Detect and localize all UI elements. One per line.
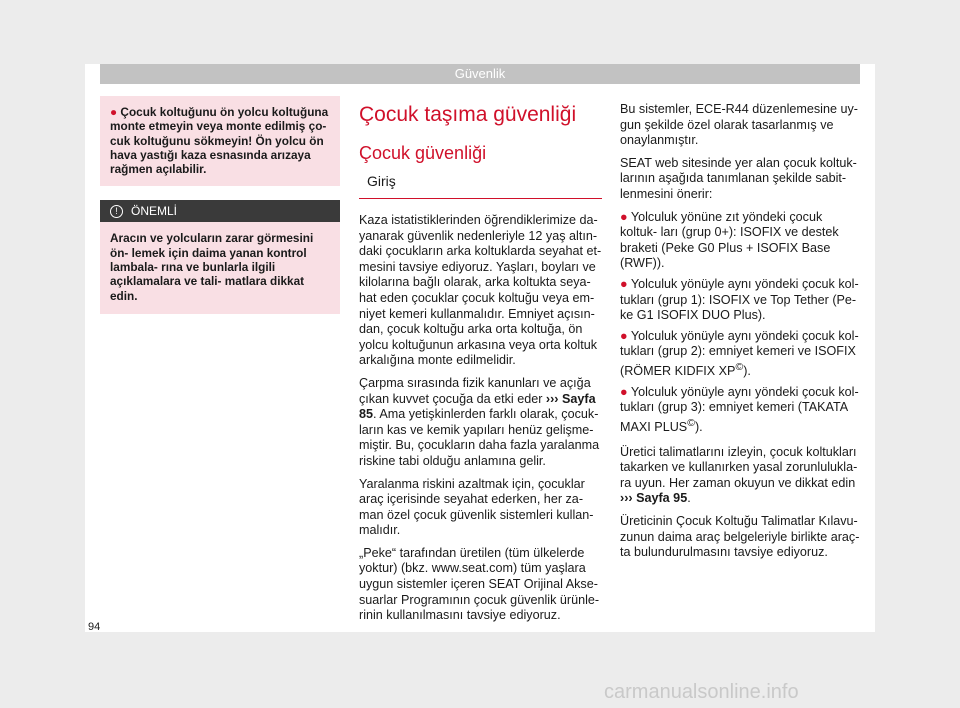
bullet-icon: ●: [110, 105, 118, 119]
paragraph-text: .: [687, 491, 691, 506]
middle-body: [359, 213, 602, 624]
page-number: 94: [88, 621, 101, 633]
recommendation-list: [620, 210, 860, 436]
left-column: [100, 96, 340, 314]
list-item-text: Yolculuk yönüyle aynı yöndeki çocuk kol- tukları (grup 3): emniyet kemeri (TAKATA MAXI PLUS: [620, 384, 859, 435]
paragraph: [620, 445, 860, 507]
paragraph: Üreticinin Çocuk Koltuğu Talimatlar Kılavu- zunun daima araç belgeleriyle birlikte araç- ta bulundurulmasını tavsiye ediyoruz.: [620, 514, 860, 560]
list-item-tail: ).: [694, 420, 703, 435]
bullet-icon: ●: [620, 276, 628, 291]
warning-text: Çocuk koltuğunu ön yolcu koltuğuna monte etmeyin veya monte edilmiş ço- cuk koltuğunu sökmeyin! Ön yolcu ön hava yastığı kaza esnasında arızaya rağmen açılabilir.: [110, 105, 329, 177]
right-column: [620, 102, 860, 568]
copyright-mark: ©: [687, 416, 695, 429]
important-box: [100, 200, 340, 313]
paragraph: Yaralanma riskini azaltmak için, çocuklar araç içerisinde seyahat ederken, her za- man özel çocuk güvenlik sistemleri kullan- malıdır.: [359, 476, 594, 538]
bullet-icon: ●: [620, 209, 628, 224]
list-item: [620, 277, 860, 324]
middle-column: [359, 102, 602, 631]
page-header: [100, 64, 860, 84]
list-item: [620, 329, 860, 380]
list-item: [620, 385, 860, 436]
watermark: carmanualsonline.info: [604, 681, 799, 703]
important-header: [100, 200, 340, 222]
page-reference-link[interactable]: ››› Sayfa 95: [620, 491, 688, 506]
paragraph-text: Üretici talimatlarını izleyin, çocuk koltukları takarken ve kullanırken yasal zorunlulukla- ra uyun. Her zaman okuyun ve dikkat edin: [620, 444, 858, 490]
paragraph-text: Çarpma sırasında fizik kanunları ve açığa çıkan kuvvet çocuğa da etki eder: [359, 375, 591, 406]
list-item-text: Yolculuk yönüyle aynı yöndeki çocuk kol- tukları (grup 2): emniyet kemeri ve ISOFIX (RÖMER KIDFIX XP: [620, 328, 859, 379]
paragraph: SEAT web sitesinde yer alan çocuk koltuk- larının aşağıda tanımlanan şekilde sabit- lenmesini önerir:: [620, 155, 857, 201]
important-text: Aracın ve yolcuların zarar görmesini ön- lemek için daima yanan kontrol lambala- rına ve bunlarla ilgili açıklamalara ve tali- matlara dikkat edin.: [100, 222, 340, 313]
header-title: Güvenlik: [454, 66, 506, 81]
warning-box: [100, 96, 340, 186]
list-item-text: Yolculuk yönüne zıt yöndeki çocuk koltuk- ları (grup 0+): ISOFIX ve destek braketi (Peke G0 Plus + ISOFIX Base (RWF)).: [620, 209, 839, 271]
list-item-tail: ).: [743, 364, 751, 379]
paragraph-text: . Ama yetişkinlerden farklı olarak, çocuk- ların kas ve kemik yapıları henüz gelişme- miştir. Bu, çocukların daha fazla yaralanma riskine tabi olduğu anlamına gelir.: [359, 407, 600, 468]
section-title: Çocuk güvenliği: [359, 143, 487, 163]
page-reference-link[interactable]: ››› Sayfa 85: [359, 391, 596, 422]
list-item-text: Yolculuk yönüyle aynı yöndeki çocuk kol- tukları (grup 1): ISOFIX ve Top Tether (Pe- ke G1 ISOFIX DUO Plus).: [620, 276, 859, 323]
copyright-mark: ©: [735, 360, 744, 373]
paragraph: „Peke“ tarafından üretilen (tüm ülkelerde yoktur) (bkz. www.seat.com) tüm yaşlara uygun sistemler içeren SEAT Orijinal Akse- suarlar Programının çocuk güvenlik ürünle- rinin kullanılmasını tavsiye ediyoruz.: [359, 545, 600, 623]
bullet-icon: ●: [620, 328, 628, 343]
paragraph: Bu sistemler, ECE-R44 düzenlemesine uy- gun şekilde özel olarak tasarlanmış ve onaylanmıştır.: [620, 102, 858, 148]
paragraph: Kaza istatistiklerinden öğrendiklerimize da- yanarak güvenlik nedenleriyle 12 yaş altın- daki çocukların arka koltuklarda seyahat et- mesini tavsiye ediyoruz. Yaşları, boyları ve kilolarına bağlı olarak, arka koltukta seya- hat eden çocuklar çocuk koltuğu veya em- niyet kemeri kullanmalıdır. Emniyet açısın- dan, çocuk koltuğu arka orta koltuğa, ön yolcu koltuğunun arkasına veya orta koltuk arkalığına monte edilmelidir.: [359, 213, 602, 368]
chapter-title: Çocuk taşıma güvenliği: [359, 103, 577, 126]
list-item: [620, 210, 860, 272]
subsection-heading: Giriş: [359, 173, 602, 199]
bullet-icon: ●: [620, 384, 628, 399]
warning-circle-icon: !: [110, 205, 123, 218]
important-label: ÖNEMLİ: [131, 204, 178, 219]
paragraph: [359, 376, 602, 470]
